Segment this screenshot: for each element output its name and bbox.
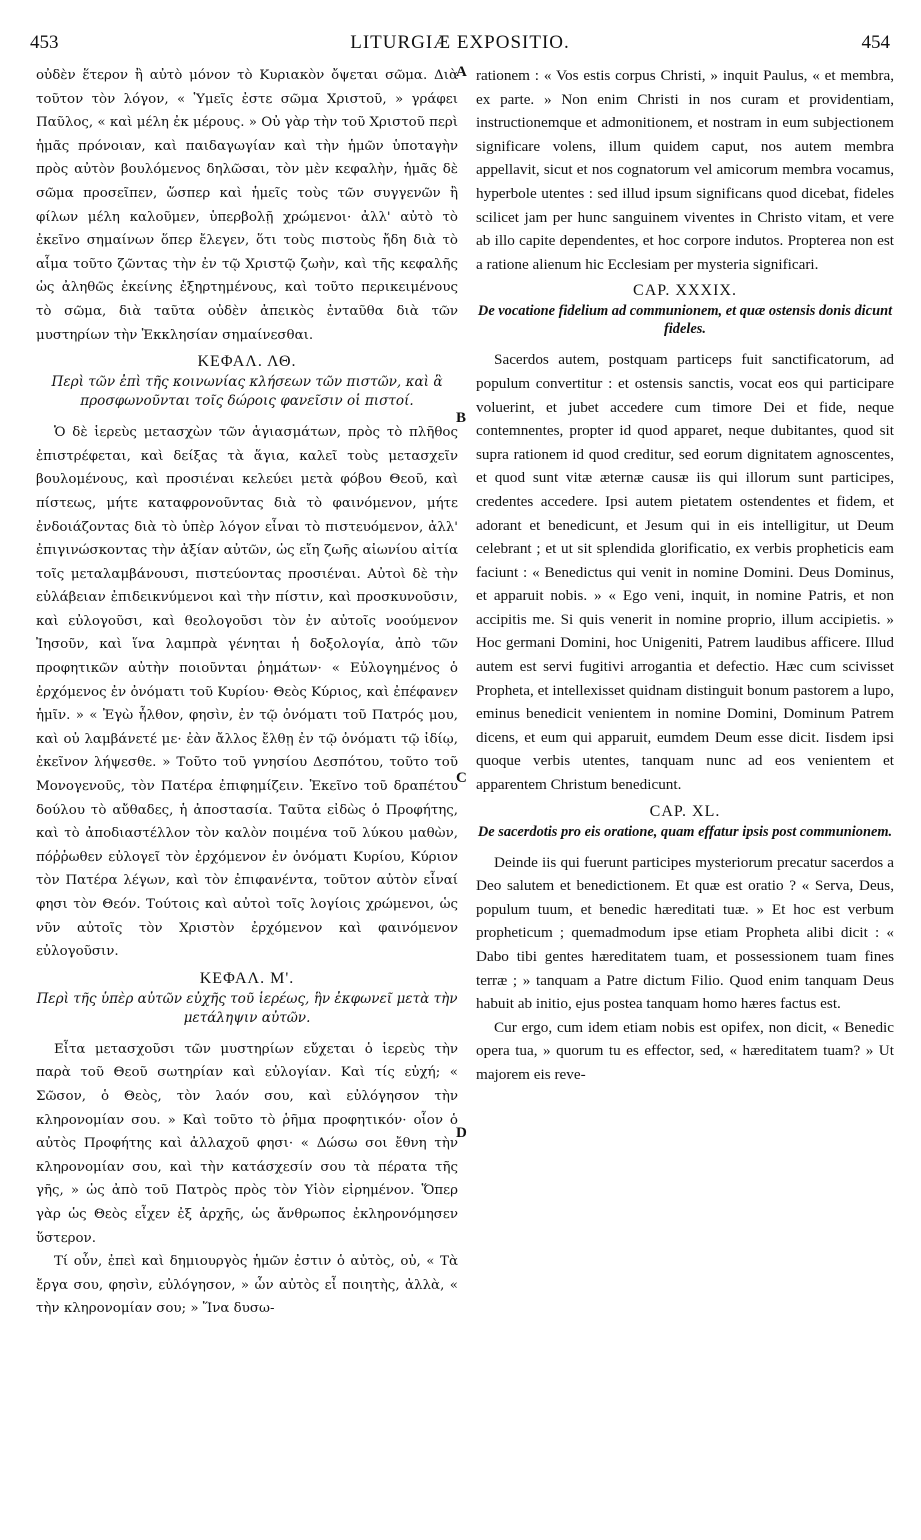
- margin-marker-d: D: [456, 1125, 467, 1141]
- latin-paragraph-1: rationem : « Vos estis corpus Christi, » inquit Paulus, « et membra, ex parte. » Non enim Christi in nos curam et providentiam, instructionemque et admonitionem, et nostram in eum subjectionem significare volens, illum quidem caput, nos autem membra appellavit, sicut et nos cognatorum vel amicorum membra vocamus, hyperbole utentes : sed illud ipsum significans quod dicebat, fideles scilicet jam per hunc sanguinem viventes in Christo vitam, et vere ab illo capite dependentes, et hoc corpore indutos. Propterea non est a ratione alienum hic Ecclesiam per mysteria significari.: [476, 67, 894, 273]
- greek-paragraph-3: Εἶτα μετασχοῦσι τῶν μυστηρίων εὔχεται ὁ ἱερεὺς τὴν παρὰ τοῦ Θεοῦ σωτηρίαν καὶ εὐλογίαν. Καὶ τίς εὐχή; « Σῶσον, ὁ Θεὸς, τὸν λαόν σου, καὶ εὐλόγησον τὴν κληρονομίαν σου. » Καὶ τοῦτο τὸ ῥῆμα προφητικόν· οἷον ὁ αὐτὸς Προφήτης καὶ ἀλλαχοῦ φησι· « Δώσω σοι ἔθνη τὴν κληρονομίαν σου, καὶ τὴν κατάσχεσίν σου τὰ πέρατα τῆς γῆς, » ὡς ἀπὸ τοῦ Πατρὸς πρὸς τὸν Υἱὸν εἰρημένον. Ὅπερ γὰρ ὡς Θεὸς εἶχεν ἐξ ἀρχῆς, ὡς ἄνθρωπος ἐκληρονόμησεν ὕστερον.: [36, 1041, 458, 1246]
- latin-chapter-40-subtitle: De sacerdotis pro eis oratione, quam effatur ipsis post communionem.: [477, 823, 893, 840]
- greek-paragraph-4: Τί οὖν, ἐπεὶ καὶ δημιουργὸς ἡμῶν ἐστιν ὁ αὐτὸς, οὐ, « Τὰ ἔργα σου, φησὶν, εὐλόγησον, » ὧν αὐτὸς εἶ ποιητὴς, ἀλλὰ, « τὴν κληρονομίαν σου; » Ἵνα δυσω-: [36, 1254, 458, 1317]
- greek-chapter-39-title: ΚΕΦΑΛ. ΛΘ.: [197, 353, 297, 371]
- greek-chapter-40-subtitle: Περὶ τῆς ὑπὲρ αὐτῶν εὐχῆς τοῦ ἱερέως, ἣν ἐκφωνεῖ μετὰ τὴν μετάληψιν αὐτῶν.: [36, 990, 458, 1026]
- margin-marker-a: A: [456, 64, 467, 80]
- latin-paragraph-2: Sacerdos autem, postquam particeps fuit sanctificatorum, ad populum convertitur : et ostensis sanctis, vocat eos qui participare voluerint, et jubet accedere cum timore Dei et fide, neque contemnentes, propter id quod apparet, neque dubitantes, quod sit supra rationem id quod creditur, sed eorum dignitatem agnoscentes, et quod sunt vitæ æternæ causæ iis qui illorum sunt participes, credentes accedere. Ipsi autem pietatem ostendentes et fidem, et adorant et benedicunt, et Jesum qui in eis intelligitur, ut Deum celebrant ; et ut sit splendida glorificatio, ex verbis propheticis eam faciunt : « Benedictus qui venit in nomine Domini. Deus Dominus, et apparuit nobis. » « Ego veni, inquit, in nomine Patris, et non accipitis me. Si quis venerit in nomine proprio, illum accipietis. » Hoc germani Domini, hoc Unigeniti, Patrem laudibus afficere. Illud autem est servi fugitivi arrogantia et defectio. Hæc cum scivisset Propheta, et intellexisset quidnam distinguit bonum pastorem a lupo, eminus benedicit venientem in nomine Domini, Dominum Patrem dicens, et eum qui apparuit, eumdem Deum esse dicit. Iisdem ipsi quoque verbis utentes, tanquam nunc ad eos venientem et apparentem Christum benedicunt.: [476, 351, 894, 794]
- greek-chapter-40-title: ΚΕΦΑΛ. Μ'.: [199, 969, 295, 987]
- margin-marker-b: B: [456, 410, 467, 426]
- latin-column: [476, 64, 894, 1087]
- latin-paragraph-4: Cur ergo, cum idem etiam nobis est opifex, non dicit, « Benedic opera tua, » quorum tu es effector, sed, « hæreditatem tuam? » Ut majorem eis reve-: [476, 1018, 894, 1083]
- latin-paragraph-3: Deinde iis qui fuerunt participes mysteriorum precatur sacerdos a Deo salutem et benedictionem. Et quæ est oratio ? « Serva, Deus, populum tuum, et benedic hæreditati tuæ. » Et hoc est verbum propheticum ; quemadmodum ipse etiam Propheta alibi dicit : « Dabo tibi gentes hæreditatem tuam, et possessionem tuam fines terræ ; » tanquam a Patre dictum Filio. Quod enim tanquam Deus habuit ab initio, ejus postea tanquam homo hæres factus est.: [476, 853, 894, 1013]
- running-title: LITURGIÆ EXPOSITIO.: [350, 32, 570, 53]
- right-page-number: 454: [861, 32, 890, 53]
- latin-chapter-39-subtitle: De vocatione fidelium ad communionem, et quæ ostensis donis dicunt fideles.: [477, 303, 893, 338]
- greek-paragraph-2: Ὁ δὲ ἱερεὺς μετασχὼν τῶν ἁγιασμάτων, πρὸς τὸ πλῆθος ἐπιστρέφεται, καὶ δείξας τὰ ἅγια, καλεῖ τοὺς μετασχεῖν βουλομένους, καὶ προσιέναι κελεύει μετὰ φόβου Θεοῦ, καὶ πίστεως, μήτε καταφρονοῦντας διὰ τὸ φαινόμενον, μήτε ἐνδοιάζοντας διὰ τὸ ὑπὲρ λόγον εἶναι τὸ πιστευόμενον, ἀλλ' ἐπιγινώσκοντας τὴν ἀξίαν αὐτῶν, ὡς εἴη ζωῆς αἰωνίου αἰτία τοῖς μεταλαμβάνουσι, πιστεύοντας προσιέναι. Αὐτοὶ δὲ τὴν εὐλάβειαν ἐπιδεικνύμενοι καὶ τὴν πίστιν, καὶ προσκυνοῦσιν, καὶ εὐλογοῦσι, καὶ θεολογοῦσι τὸν ἐν αὐτοῖς νοούμενον Ἰησοῦν, καὶ ἵνα λαμπρὰ γένηται ἡ δοξολογία, ἀπὸ τῶν προφητικῶν αὐτὴν ποιοῦνται ῥημάτων· « Εὐλογημένος ὁ ἐρχόμενος ἐν ὀνόματι τοῦ Κυρίου· Θεὸς Κύριος, καὶ ἐπέφανεν ἡμῖν. » « Ἐγὼ ἦλθον, φησὶν, ἐν τῷ ὀνόματι τοῦ Πατρός μου, καὶ οὐ λαμβάνετέ με· ἐὰν ἄλλος ἔλθῃ ἐν τῷ ὀνόματι τῷ ἰδίῳ, ἐκεῖνον λήψεσθε. » Τοῦτο τοῦ γνησίου Δεσπότου, τοῦτο τοῦ Μονογενοῦς, τὸν Πατέρα ἐπιφημίζειν. Ἐκεῖνο τοῦ δραπέτου δούλου τὸ αὔθαδες, ἡ ἀποστασία. Ταῦτα εἰδὼς ὁ Προφήτης, καὶ τὸ ἀποδιαστέλλον τὸν καλὸν ποιμένα τοῦ λύκου μαθὼν, πόῤῥωθεν εὐλογεῖ τὸν ἐρχόμενον ἐν ὀνόματι Κυρίου, Κύριον τὸν Πατέρα λέγων, καὶ τὸν ἐπιφανέντα, τοῦτον αὐτὸν εἶναί φησι τὸν Θεόν. Τούτοις καὶ αὐτοὶ τοῖς λογίοις χρώμενοι, ὡς νῦν αὐτοῖς τὸν Χριστὸν ἐρχόμενον καὶ φαινόμενον εὐλογοῦσιν.: [36, 425, 458, 960]
- margin-marker-c: C: [456, 770, 467, 786]
- greek-column: [36, 64, 458, 1321]
- latin-chapter-39-title: CAP. XXXIX.: [633, 282, 737, 300]
- greek-paragraph-1: οὐδὲν ἕτερον ἢ αὐτὸ μόνον τὸ Κυριακὸν ὄψεται σῶμα. Διὰ τοῦτον τὸν λόγον, « Ὑμεῖς ἐστε σῶμα Χριστοῦ, » γράφει Παῦλος, « καὶ μέλη ἐκ μέρους. » Οὐ γὰρ τὴν τοῦ Χριστοῦ περὶ ἡμᾶς πρόνοιαν, καὶ παιδαγωγίαν καὶ τὴν ἡμῶν ὑποταγὴν πρὸς αὐτὸν βουλόμενος δηλῶσαι, τὸν μὲν κεφαλὴν, ἡμᾶς δὲ σῶμα προσεῖπεν, ὥσπερ καὶ ἡμεῖς τοὺς τῶν συγγενῶν ἢ φίλων μέλη καλοῦμεν, ὑπερβολῇ χρώμενοι· ἀλλ' αὐτὸ τὸ ἐκεῖνο σημαίνων ὅπερ ἔλεγεν, ὅτι τοὺς πιστοὺς ἤδη διὰ τὸ αἷμα τοῦτο ζῶντας τὴν ἐν τῷ Χριστῷ ζωὴν, καὶ τῆς κεφαλῆς ὡς ἀληθῶς ἐκείνης ἐξηρτημένους, καὶ τοῦτο περικειμένους τὸ σῶμα, διὰ ταῦτα οὐδὲν ἀπεικὸς ἐνταῦθα διὰ τῶν μυστηρίων τὴν Ἐκκλησίαν σημαίνεσθαι.: [36, 68, 458, 343]
- greek-chapter-39-subtitle: Περὶ τῶν ἐπὶ τῆς κοινωνίας κλήσεων τῶν πιστῶν, καὶ ἃ προσφωνοῦνται τοῖς δώροις φανεῖσιν οἱ πιστοί.: [51, 374, 443, 410]
- left-page-number: 453: [30, 32, 59, 53]
- running-header: [30, 32, 890, 62]
- latin-chapter-40-title: CAP. XL.: [649, 802, 721, 820]
